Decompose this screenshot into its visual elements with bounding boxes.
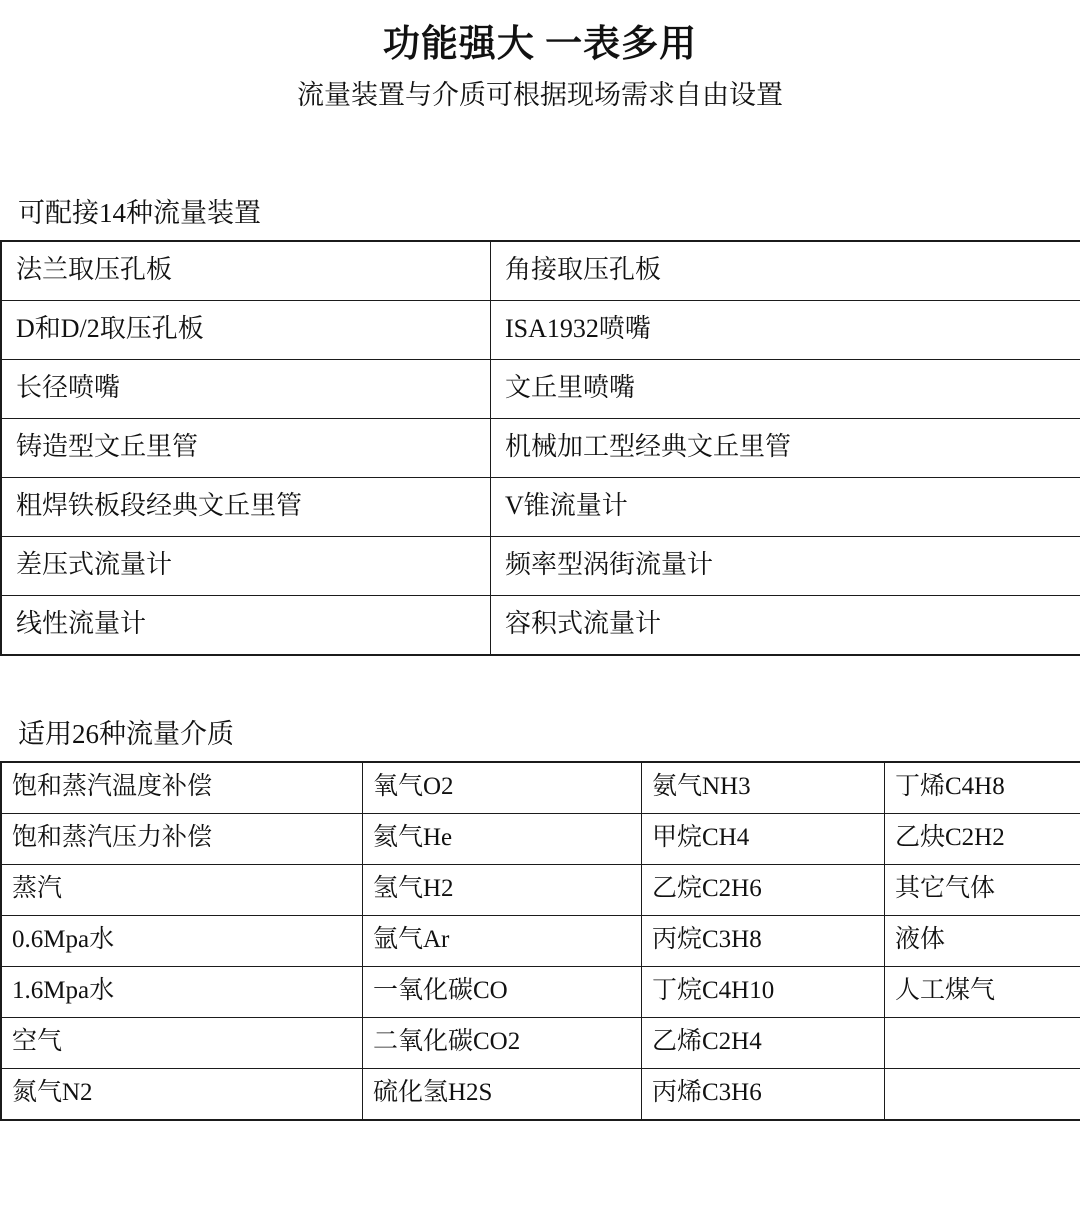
table-row — [1, 241, 1080, 301]
table-cell: 角接取压孔板 — [491, 241, 1080, 301]
table-cell: 丁烯C4H8 — [885, 762, 1080, 814]
table-cell: 氢气H2 — [363, 865, 642, 916]
table-row — [1, 814, 1080, 865]
table-cell: 乙烷C2H6 — [642, 865, 885, 916]
table-row — [1, 301, 1080, 360]
table-cell: 二氧化碳CO2 — [363, 1018, 642, 1069]
table-cell: 丙烷C3H8 — [642, 916, 885, 967]
table-cell: 氩气Ar — [363, 916, 642, 967]
table-cell: 饱和蒸汽温度补偿 — [1, 762, 363, 814]
devices-section — [0, 191, 1080, 656]
table-row — [1, 596, 1080, 656]
table-cell: 其它气体 — [885, 865, 1080, 916]
table-row — [1, 967, 1080, 1018]
table-cell: 甲烷CH4 — [642, 814, 885, 865]
table-cell: 文丘里喷嘴 — [491, 360, 1080, 419]
table-cell: 差压式流量计 — [1, 537, 491, 596]
table-cell: D和D/2取压孔板 — [1, 301, 491, 360]
table-row — [1, 419, 1080, 478]
table-row — [1, 916, 1080, 967]
table-cell: 氨气NH3 — [642, 762, 885, 814]
table-cell — [885, 1018, 1080, 1069]
document-page — [0, 22, 1080, 1226]
table-cell: 氮气N2 — [1, 1069, 363, 1121]
table-cell: 长径喷嘴 — [1, 360, 491, 419]
devices-section-heading: 可配接14种流量装置 — [0, 191, 1080, 230]
media-table — [0, 761, 1080, 1121]
table-row — [1, 360, 1080, 419]
table-cell: 线性流量计 — [1, 596, 491, 656]
table-cell — [885, 1069, 1080, 1121]
table-cell: 液体 — [885, 916, 1080, 967]
table-row — [1, 762, 1080, 814]
table-cell: 粗焊铁板段经典文丘里管 — [1, 478, 491, 537]
table-cell: 乙炔C2H2 — [885, 814, 1080, 865]
table-cell: 氧气O2 — [363, 762, 642, 814]
table-cell: 人工煤气 — [885, 967, 1080, 1018]
table-cell: 丙烯C3H6 — [642, 1069, 885, 1121]
table-cell: 饱和蒸汽压力补偿 — [1, 814, 363, 865]
table-cell: 氦气He — [363, 814, 642, 865]
table-cell: 容积式流量计 — [491, 596, 1080, 656]
page-title: 功能强大 一表多用 — [0, 22, 1080, 68]
devices-table — [0, 240, 1080, 656]
table-row — [1, 537, 1080, 596]
table-cell: 蒸汽 — [1, 865, 363, 916]
table-row — [1, 865, 1080, 916]
table-cell: 频率型涡街流量计 — [491, 537, 1080, 596]
table-row — [1, 1018, 1080, 1069]
table-cell: 铸造型文丘里管 — [1, 419, 491, 478]
table-cell: 丁烷C4H10 — [642, 967, 885, 1018]
table-cell: 一氧化碳CO — [363, 967, 642, 1018]
media-section-heading: 适用26种流量介质 — [0, 712, 1080, 751]
table-cell: V锥流量计 — [491, 478, 1080, 537]
table-cell: 1.6Mpa水 — [1, 967, 363, 1018]
table-cell: 乙烯C2H4 — [642, 1018, 885, 1069]
table-row — [1, 1069, 1080, 1121]
table-row — [1, 478, 1080, 537]
table-cell: ISA1932喷嘴 — [491, 301, 1080, 360]
table-cell: 空气 — [1, 1018, 363, 1069]
table-cell: 0.6Mpa水 — [1, 916, 363, 967]
table-cell: 机械加工型经典文丘里管 — [491, 419, 1080, 478]
media-section — [0, 712, 1080, 1121]
table-cell: 硫化氢H2S — [363, 1069, 642, 1121]
table-cell: 法兰取压孔板 — [1, 241, 491, 301]
page-subtitle: 流量装置与介质可根据现场需求自由设置 — [0, 78, 1080, 113]
